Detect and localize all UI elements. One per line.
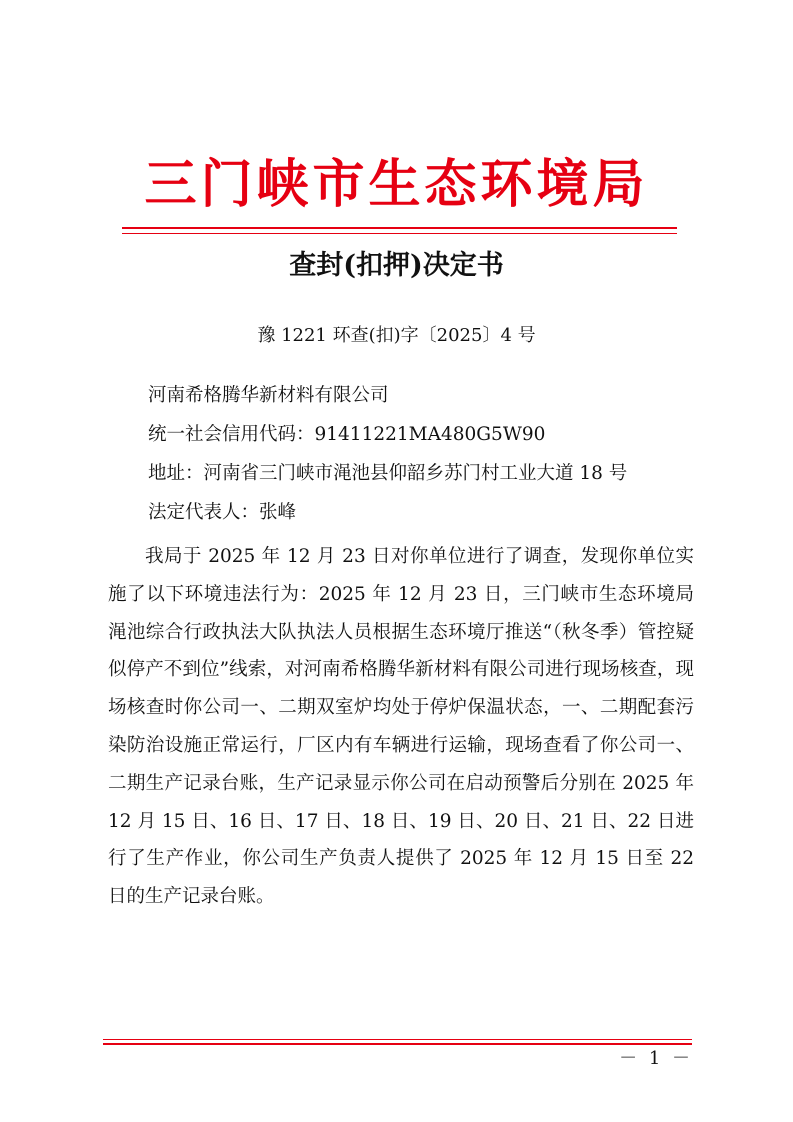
legal-representative: 法定代表人：张峰 <box>148 502 297 523</box>
document-number: 豫 1221 环查(扣)字〔2025〕4 号 <box>257 325 536 346</box>
company-name: 河南希格腾华新材料有限公司 <box>148 385 389 406</box>
credit-code: 统一社会信用代码：91411221MA480G5W90 <box>148 424 546 445</box>
footer-red-rule-thick <box>103 1043 692 1045</box>
header-red-rule-thick <box>122 227 677 229</box>
company-address: 地址：河南省三门峡市渑池县仰韶乡苏门村工业大道 18 号 <box>148 463 628 484</box>
issuing-authority-title: 三门峡市生态环境局 <box>144 154 649 215</box>
header-red-rule-thin <box>122 233 677 234</box>
document-type-heading: 查封(扣押)决定书 <box>289 250 504 281</box>
footer-red-rule-thin <box>103 1039 692 1040</box>
page-number: － 1 － <box>619 1048 693 1069</box>
findings-paragraph: 我局于 2025 年 12 月 23 日对你单位进行了调查，发现你单位实施了以下环境违法行为：2025 年 12 月 23 日，三门峡市生态环境局渑池综合行政执法大队执法人员根据生态环境厅推送“（秋冬季）管控疑似停产不到位”线索，对河南希格腾华新材料有限公司进行现场核查，现场核查时你公司一、二期双室炉均处于停炉保温状态，一、二期配套污染防治设施正常运行，厂区内有车辆进行运输，现场查看了你公司一、二期生产记录台账，生产记录显示你公司在启动预警后分别在 2025 年 12 月 15 日、16 日、17 日、18 日、19 日、20 日、21 日、22 日进行了生产作业，你公司生产负责人提供了 2025 年 12 月 15 日至 22 日的生产记录台账。 <box>108 546 694 908</box>
